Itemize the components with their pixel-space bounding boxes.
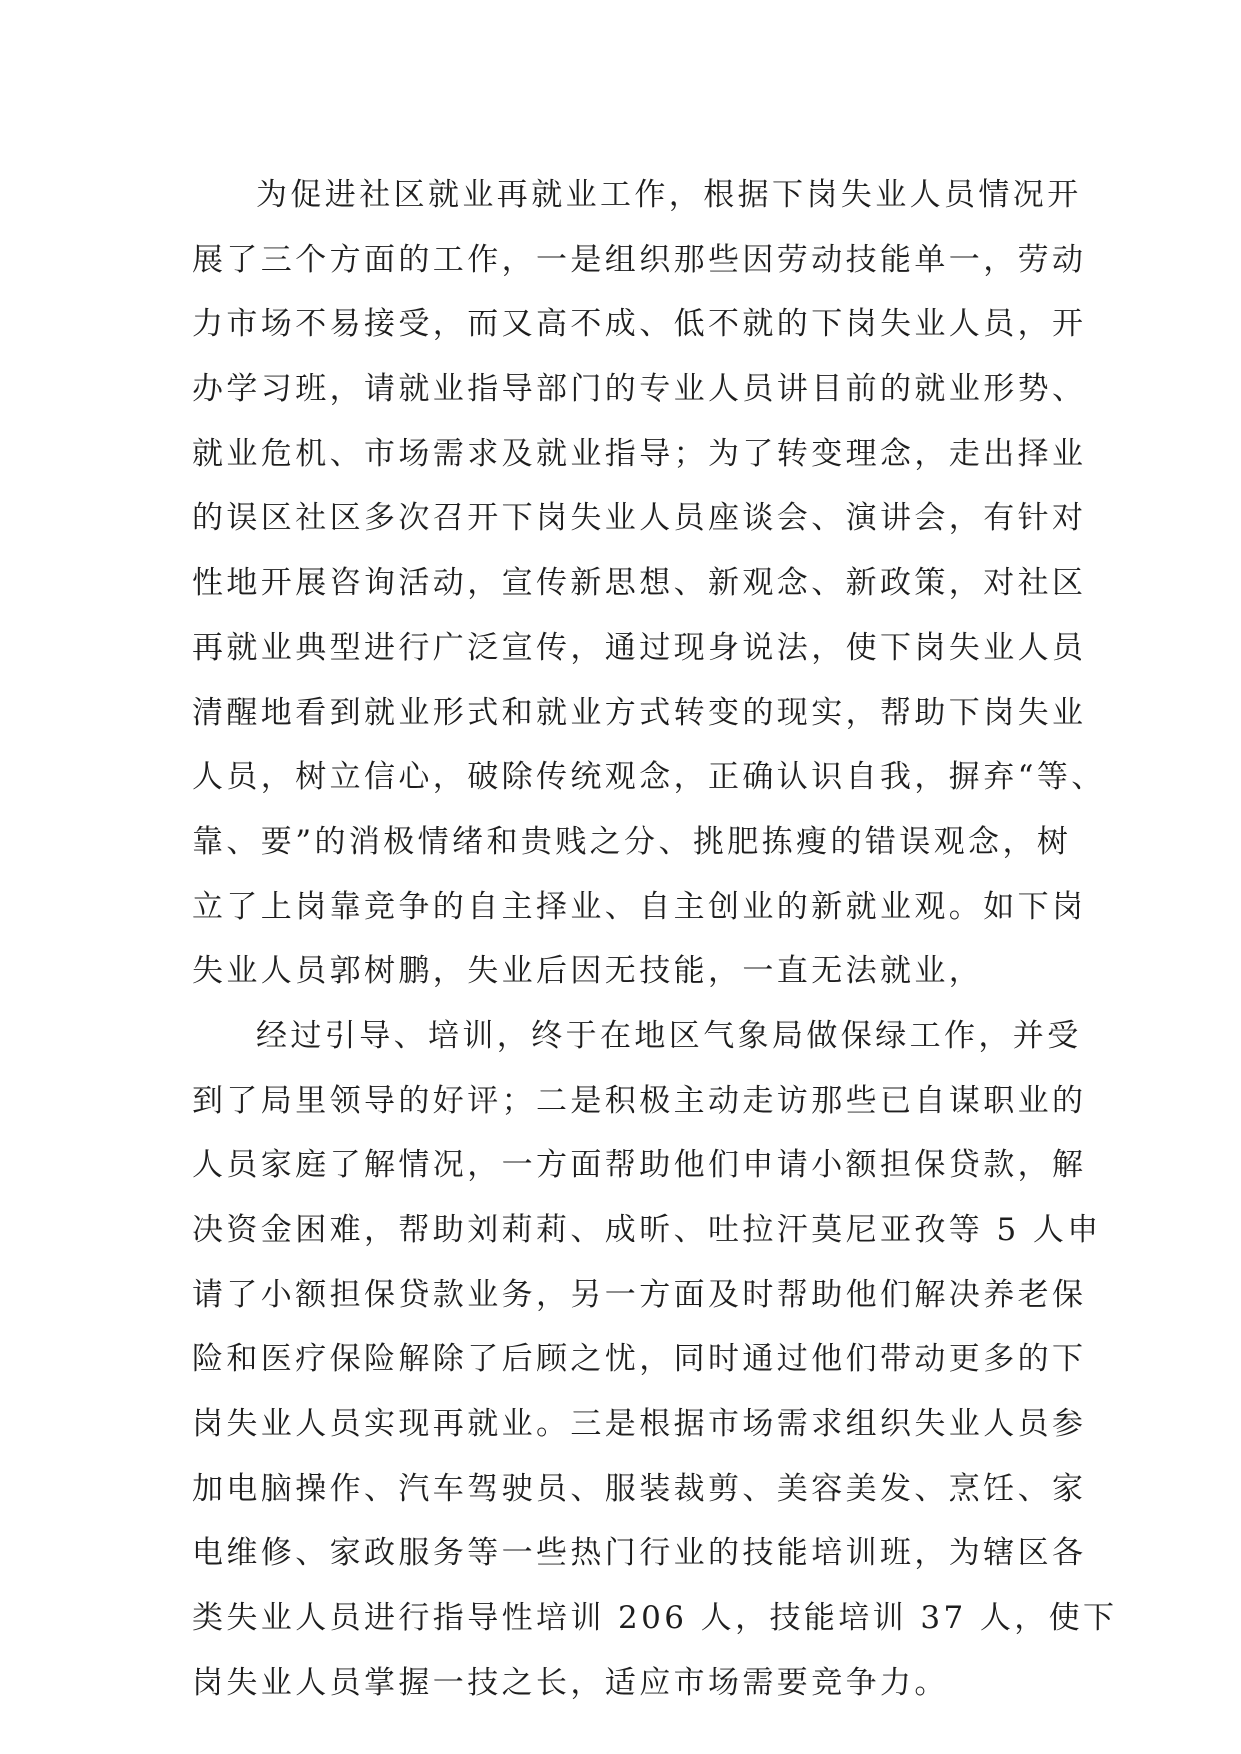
text-line: 类失业人员进行指导性培训 206 人，技能培训 37 人，使下 — [192, 1600, 1118, 1637]
text-line: 人员，树立信心，破除传统观念，正确认识自我，摒弃“等、 — [192, 759, 1106, 796]
text-line: 力市场不易接受，而又高不成、低不就的下岗失业人员，开 — [192, 306, 1087, 343]
text-line: 请了小额担保贷款业务，另一方面及时帮助他们解决养老保 — [192, 1276, 1087, 1313]
text-line: 电维修、家政服务等一些热门行业的技能培训班，为辖区各 — [192, 1535, 1087, 1572]
text-line: 靠、要”的消极情绪和贵贱之分、挑肥拣瘦的错误观念，树 — [192, 823, 1072, 860]
text-line: 立了上岗靠竞争的自主择业、自主创业的新就业观。如下岗 — [192, 888, 1087, 925]
text-line: 展了三个方面的工作，一是组织那些因劳动技能单一，劳动 — [192, 241, 1087, 278]
text-line: 到了局里领导的好评；二是积极主动走访那些已自谋职业的 — [192, 1082, 1087, 1119]
text-line: 岗失业人员实现再就业。三是根据市场需求组织失业人员参 — [192, 1406, 1087, 1443]
text-line: 清醒地看到就业形式和就业方式转变的现实，帮助下岗失业 — [192, 694, 1087, 731]
text-line: 加电脑操作、汽车驾驶员、服装裁剪、美容美发、烹饪、家 — [192, 1470, 1087, 1507]
text-line: 再就业典型进行广泛宣传，通过现身说法，使下岗失业人员 — [192, 629, 1087, 666]
text-line: 决资金困难，帮助刘莉莉、成昕、吐拉汗莫尼亚孜等 5 人申 — [192, 1212, 1102, 1248]
document-body — [192, 163, 1118, 1716]
text-line: 人员家庭了解情况，一方面帮助他们申请小额担保贷款，解 — [192, 1147, 1087, 1184]
text-line: 性地开展咨询活动，宣传新思想、新观念、新政策，对社区 — [192, 565, 1087, 602]
paragraph-2 — [192, 1004, 1118, 1716]
text-line: 经过引导、培训，终于在地区气象局做保绿工作，并受 — [256, 1017, 1082, 1054]
text-line: 的误区社区多次召开下岗失业人员座谈会、演讲会，有针对 — [192, 500, 1087, 537]
paragraph-1 — [192, 163, 1106, 1004]
text-line: 岗失业人员掌握一技之长，适应市场需要竞争力。 — [192, 1664, 949, 1701]
text-line: 为促进社区就业再就业工作，根据下岗失业人员情况开 — [256, 177, 1082, 213]
text-line: 办学习班，请就业指导部门的专业人员讲目前的就业形势、 — [192, 371, 1087, 408]
text-line: 险和医疗保险解除了后顾之忧，同时通过他们带动更多的下 — [192, 1341, 1087, 1378]
text-line: 失业人员郭树鹏，失业后因无技能，一直无法就业， — [192, 953, 984, 990]
text-line: 就业危机、市场需求及就业指导；为了转变理念，走出择业 — [192, 435, 1087, 472]
